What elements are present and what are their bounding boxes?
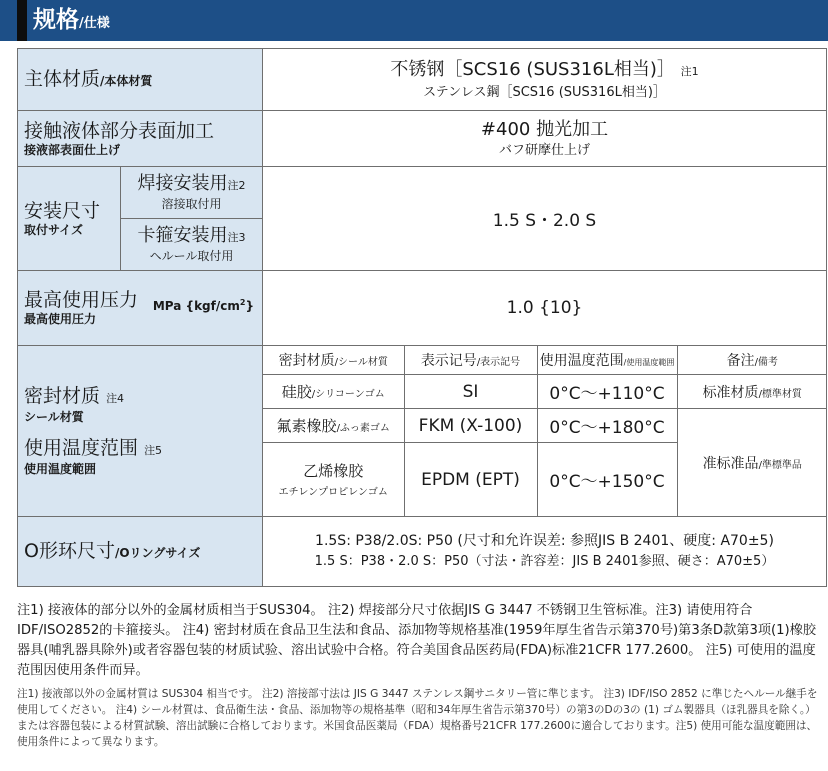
- seal-code: SI: [404, 375, 537, 409]
- weld-label-cell: 焊接安装用注2 溶接取付用: [121, 167, 263, 219]
- material-value: 不锈钢［SCS16 (SUS316L相当)］: [390, 59, 675, 80]
- install-value: 1.5 S・2.0 S: [492, 211, 597, 231]
- oring-value-ja: 1.5 S：P38・2.0 S：P50（寸法・許容差：JIS B 2401参照、硬さ：A70±5）: [314, 554, 775, 569]
- seal-temp: 0°C～+150°C: [537, 443, 677, 517]
- finish-value-cell: [263, 111, 827, 167]
- section-header: [0, 0, 828, 41]
- seal-temp: 0°C～+180°C: [537, 409, 677, 443]
- notes-ja: 注1) 接液部以外の金属材質は SUS304 相当です。 注2) 溶接部寸法は JIS G 3447 ステンレス鋼サニタリー管に準じます。 注3) IDF/ISO 2852 に準じたヘルール継手を使用してください。 注4) シール材質は、食品衛生法・食品、添加物等の規格基準（昭和34年厚生省告示第370号）の第3のDの3の (1) ゴム製器具（ほ乳器具を除く。）または容器包装による材質試験、溶出試験に合格しております。米国食品医薬局（FDA）規格番号21CFR 177.2600に適合しております。注5) 使用可能な温度範囲は、使用条件によって異なります。: [17, 688, 818, 748]
- oring-value-cell: [263, 517, 827, 587]
- seal-remark: 标准材质/標準材質: [677, 375, 827, 409]
- table-row: 乙烯橡胶 エチレンプロピレンゴム: [263, 443, 404, 517]
- seal-header-remark: 备注/備考: [677, 346, 827, 375]
- seal-remark: 准标准品/準標準品: [677, 409, 827, 517]
- install-label-cell: 安装尺寸 取付サイズ: [18, 167, 121, 271]
- material-value-cell: 不锈钢［SCS16 (SUS316L相当)］ 注1 ステンレス鋼［SCS16 (SUS316L相当)］: [263, 49, 827, 111]
- header-mark: [17, 0, 27, 41]
- seal-code: FKM (X-100): [404, 409, 537, 443]
- oring-label-cell: O形环尺寸/Oリングサイズ: [18, 517, 263, 587]
- clamp-label-cell: 卡箍安装用注3 ヘルール取付用: [121, 219, 263, 271]
- table-row: 硅胶/シリコーンゴム: [263, 375, 404, 409]
- finish-value: #400 抛光加工: [480, 119, 609, 140]
- seal-header-temp: 使用温度范围/使用温度範囲: [537, 346, 677, 375]
- seal-header-code: 表示记号/表示記号: [404, 346, 537, 375]
- section-title: 规格/仕様: [33, 7, 110, 33]
- pressure-value: 1.0 {10}: [506, 298, 583, 318]
- oring-value: 1.5S: P38/2.0S: P50 (尺寸和允许误差: 参照JIS B 2401、硬度: A70±5): [315, 533, 774, 549]
- seal-header-material: 密封材质/シール材質: [263, 346, 404, 375]
- spec-table: [17, 48, 826, 586]
- pressure-label-cell: 最高使用压力 最高使用圧力 MPa $\{kgf/cm^2\}$: [18, 271, 263, 346]
- seal-subtable: [263, 346, 827, 516]
- seal-code: EPDM (EPT): [404, 443, 537, 517]
- table-row: 氟素橡胶/ふっ素ゴム: [263, 409, 404, 443]
- pressure-value-cell: [263, 271, 827, 346]
- material-label-cell: 主体材质/本体材質: [18, 49, 263, 111]
- material-value-ja: ステンレス鋼［SCS16 (SUS316L相当)］: [423, 85, 666, 100]
- seal-temp: 0°C～+110°C: [537, 375, 677, 409]
- finish-value-ja: バフ研摩仕上げ: [498, 143, 590, 158]
- install-value-cell: [263, 167, 827, 271]
- seal-label-cell: 密封材质 注4 シール材質 使用温度范围 注5 使用温度範囲: [18, 346, 263, 517]
- notes-zh: 注1) 接液体的部分以外的金属材质相当于SUS304。 注2) 焊接部分尺寸依据JIS G 3447 不锈钢卫生管标准。注3) 请使用符合IDF/ISO2852的卡箍接头。 注4) 密封材质在食品卫生法和食品、添加物等规格基准(1959年厚生省告示第370号)第3条D款第3项(1)橡胶器具(哺乳器具除外)或者容器包装的材质试验、溶出试验中合格。符合美国食品医药局(FDA)标准21CFR 177.2600。 注5) 可使用的温度范围因使用条件而异。: [17, 603, 817, 678]
- notes: [17, 601, 825, 750]
- finish-label-cell: 接触液体部分表面加工 接液部表面仕上げ: [18, 111, 263, 167]
- seal-subtable-cell: [263, 346, 827, 517]
